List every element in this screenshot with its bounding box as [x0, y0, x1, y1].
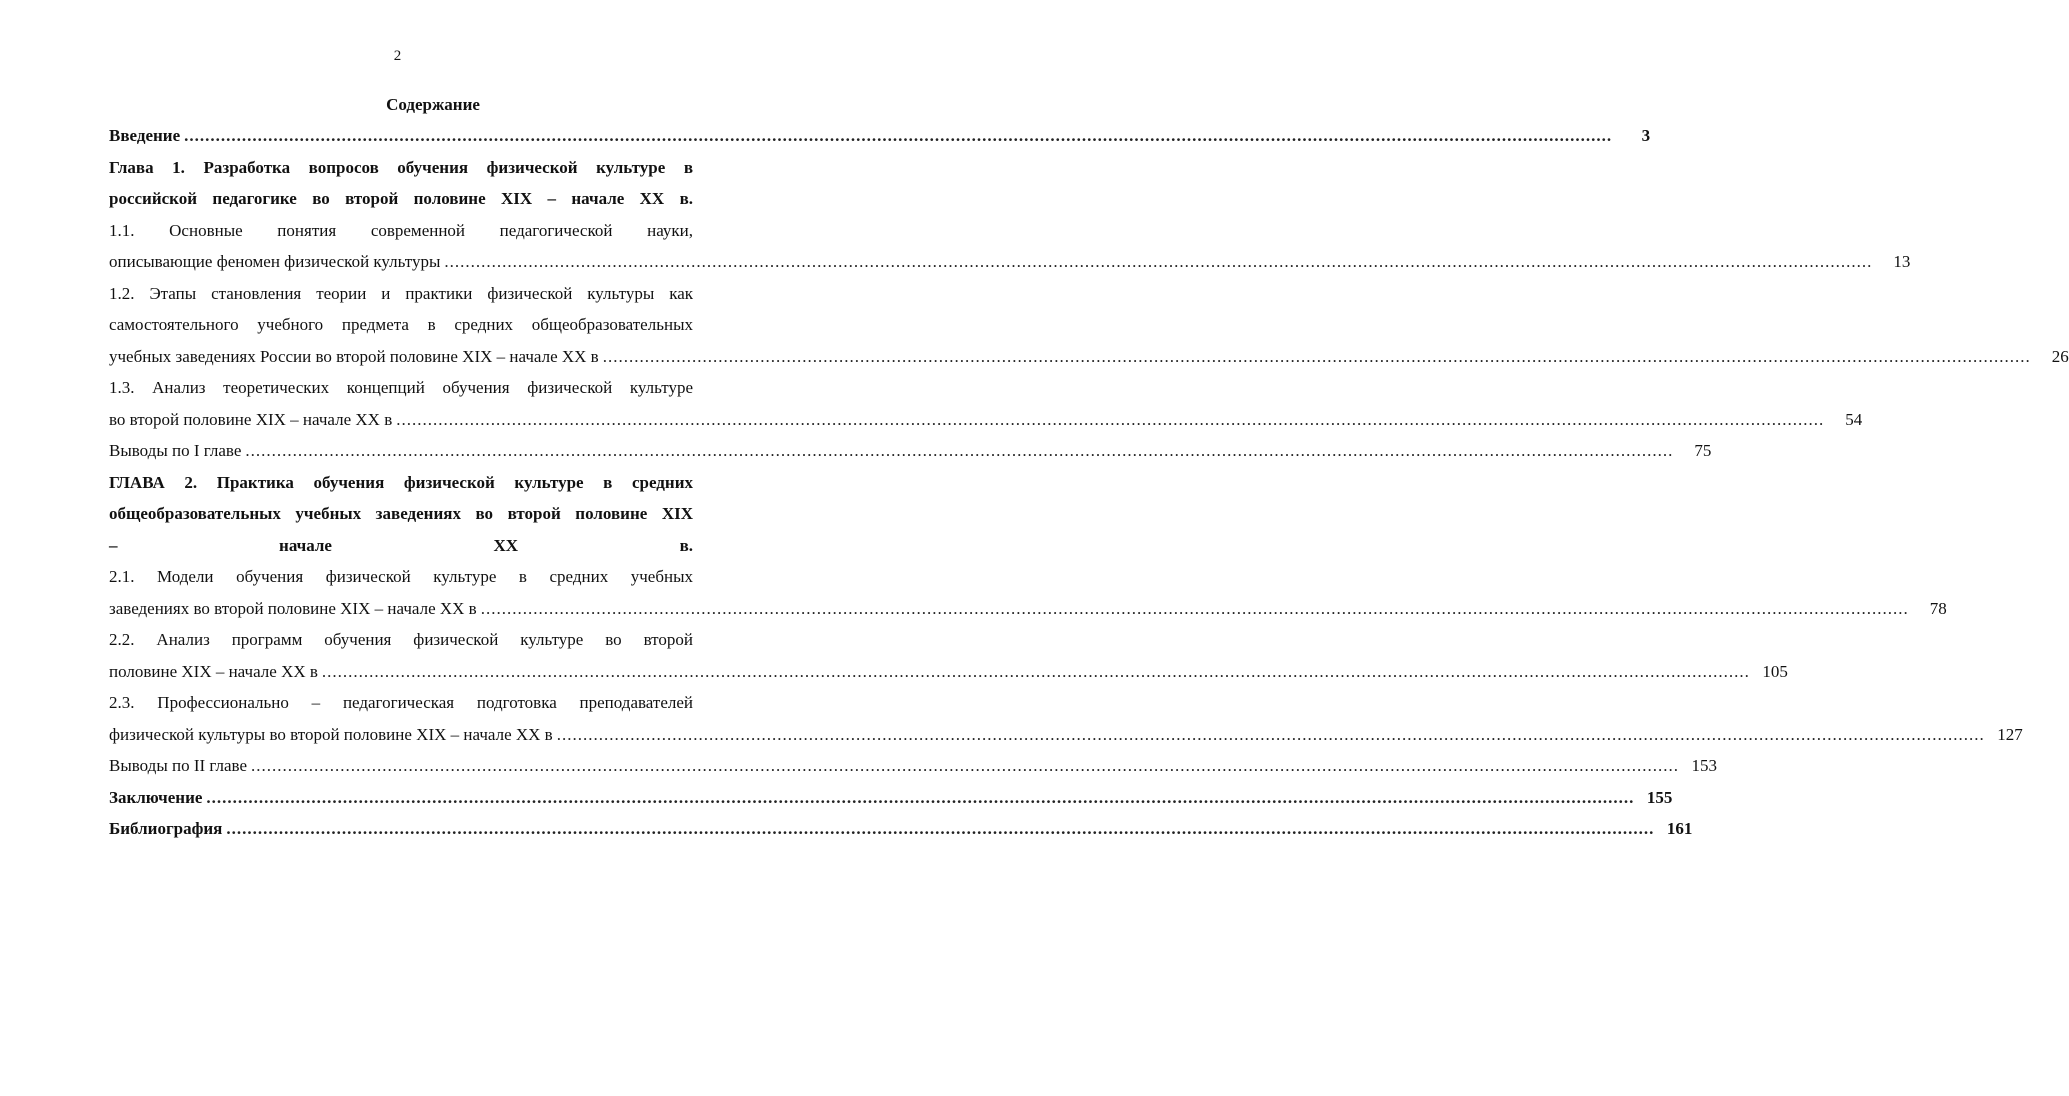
dot-leader: ................................................................................................................................................................................................................................................................................ [251, 756, 1680, 775]
toc-page-number: 127 [1997, 724, 2023, 744]
toc-entry [109, 813, 1693, 845]
toc-entry-line [109, 593, 1947, 625]
toc-entry [109, 624, 1788, 687]
toc-entry-line [109, 278, 733, 310]
toc-entry [109, 215, 1911, 278]
toc-entry-line [109, 404, 1863, 436]
dot-leader: ................................................................................................................................................................................................................................................................................ [444, 252, 1873, 271]
toc-entry-line [109, 372, 733, 404]
toc-entry-text: Глава 1. Разработка вопросов обучения физической культуре в [109, 157, 693, 177]
toc-page-number: 155 [1646, 787, 1673, 807]
toc-page-number: 78 [1929, 598, 1947, 618]
toc-entry-text: заведениях во второй половине XIX – начале XX в [109, 598, 477, 618]
toc-entry-text: Выводы по I главе [109, 441, 242, 460]
toc-entry [109, 467, 733, 562]
toc-entry-line [109, 561, 733, 593]
toc-entry-text: 2.1. Модели обучения физической культуре в средних учебных [109, 567, 693, 586]
dot-leader: ................................................................................................................................................................................................................................................................................ [602, 346, 2031, 366]
toc-entry-line [109, 719, 2023, 751]
toc-entry-line [109, 467, 733, 499]
dot-leader: ................................................................................................................................................................................................................................................................................ [321, 661, 1750, 681]
toc-title: Содержание [386, 95, 480, 114]
toc-entry-text: Выводы по II главе [109, 756, 248, 775]
toc-entry-line [109, 120, 1651, 152]
toc-entry-line [109, 152, 733, 184]
toc-entry-text: 2.3. Профессионально – педагогическая подготовка преподавателей [109, 693, 693, 712]
toc-page-number: 54 [1845, 409, 1863, 429]
dot-leader: ................................................................................................................................................................................................................................................................................ [480, 598, 1909, 618]
toc-entry [109, 750, 1718, 782]
toc-entry-text: 1.1. Основные понятия современной педагогической науки, [109, 220, 693, 240]
toc-entry-line [109, 246, 1911, 278]
toc-entry [109, 561, 1947, 624]
toc-entry [109, 278, 2069, 373]
toc-entry-text: Заключение [109, 787, 203, 807]
toc-entry-line [109, 530, 733, 562]
toc-entry [109, 435, 1712, 467]
dot-leader: ................................................................................................................................................................................................................................................................................ [556, 724, 1985, 744]
toc-entry-text: физической культуры во второй половине XIX – начале XX в [109, 724, 553, 744]
toc-page-number: 75 [1694, 441, 1712, 460]
dot-leader: ................................................................................................................................................................................................................................................................................ [245, 441, 1674, 460]
toc-entry-text: российской педагогике во второй половине XIX – начале XX в. [109, 189, 693, 208]
toc-entry-line [109, 750, 1718, 782]
toc-entry-line [109, 215, 733, 247]
toc-entry-line [109, 498, 733, 530]
toc-entry-line [109, 656, 1788, 688]
dot-leader: ................................................................................................................................................................................................................................................................................ [184, 126, 1613, 145]
toc-entry-line [109, 341, 2069, 373]
toc-page-number: 161 [1666, 819, 1693, 838]
toc-entry-text: Введение [109, 126, 181, 145]
toc-entry [109, 782, 1673, 814]
toc-entry-line [109, 435, 1712, 467]
toc-entry-text: 1.3. Анализ теоретических концепций обучения физической культуре [109, 378, 693, 397]
toc-entry-text: общеобразовательных учебных заведениях во второй половине XIX [109, 504, 693, 523]
toc-entry-line [109, 183, 733, 215]
dot-leader: ................................................................................................................................................................................................................................................................................ [226, 819, 1655, 838]
toc-entry-text: 1.2. Этапы становления теории и практики физической культуры как [109, 283, 693, 303]
toc-entry-text: Библиография [109, 819, 223, 838]
toc-entry-text: учебных заведениях России во второй половине XIX – начале XX в [109, 346, 599, 366]
toc-entry-text: описывающие феномен физической культуры [109, 252, 441, 271]
toc-page-number: 153 [1691, 756, 1718, 775]
toc-entry [109, 372, 1863, 435]
toc-entry-line [109, 309, 733, 341]
toc-entry-line [109, 782, 1673, 814]
toc-page-number: 105 [1762, 661, 1788, 681]
page-number: 2 [393, 48, 402, 64]
toc-entry [109, 120, 1651, 152]
toc-entry-text: 2.2. Анализ программ обучения физической культуре во второй [109, 630, 693, 649]
dot-leader: ................................................................................................................................................................................................................................................................................ [206, 787, 1635, 807]
toc-entry-text: во второй половине XIX – начале XX в [109, 409, 393, 429]
toc-entry-line [109, 624, 733, 656]
toc-entry-text: ГЛАВА 2. Практика обучения физической культуре в средних [109, 472, 693, 492]
table-of-contents [109, 120, 2069, 845]
toc-page-number: 3 [1641, 126, 1651, 145]
toc-entry-text: самостоятельного учебного предмета в средних общеобразовательных [109, 315, 693, 334]
toc-entry-line [109, 813, 1693, 845]
toc-entry [109, 687, 2023, 750]
toc-entry-text: – начале XX в. [109, 535, 693, 555]
toc-entry-text: половине XIX – начале XX в [109, 661, 318, 681]
toc-page-number: 26 [2051, 346, 2069, 366]
toc-page-number: 13 [1893, 252, 1911, 271]
dot-leader: ................................................................................................................................................................................................................................................................................ [396, 409, 1825, 429]
toc-entry [109, 152, 733, 215]
toc-entry-line [109, 687, 733, 719]
